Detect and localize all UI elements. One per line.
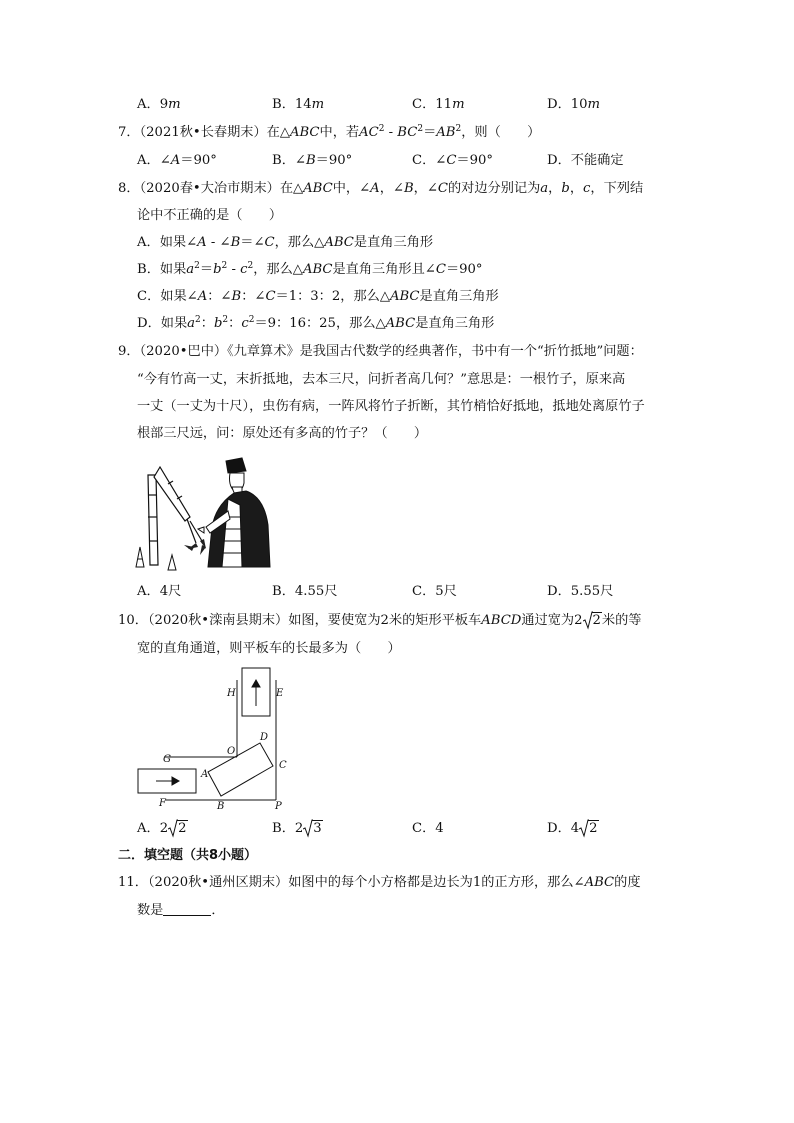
q6-option-b: B．14m: [272, 97, 325, 112]
q8-stem-line1: 8．（2020春•大冶市期末）在△ABC中，∠A，∠B，∠C的对边分别记为a，b，c，下列结: [118, 181, 644, 196]
label-h: H: [227, 688, 236, 699]
q8-option-d: D．如果$a^2$：$b^2$：$c^2=9$：16：25，那么△ABC是直角三角形: [137, 315, 495, 331]
q9-stem-line4: 根部三尺远，问：原处还有多高的竹子？（ ）: [137, 426, 428, 441]
q9-option-b: B．4.55尺: [272, 584, 338, 599]
label-o: O: [227, 746, 236, 757]
label-a: A: [201, 769, 209, 780]
q10-corridor-figure: [130, 660, 300, 812]
q9-option-c: C．5尺: [412, 584, 457, 599]
q10-option-a: A．2 2: [137, 821, 187, 836]
q8-option-b: B．如果$a^2=b^2 - c^2$，那么△ABC是直角三角形且∠C＝90°: [137, 261, 483, 277]
q9-stem-line3: 一丈（一丈为十尺），虫伤有病，一阵风将竹子折断，其竹梢恰好抵地，抵地处离原竹子: [137, 399, 645, 414]
q10-stem-line1: 10．（2020秋•滦南县期末）如图，要使宽为2米的矩形平板车ABCD通过宽为2 2米的等: [118, 613, 642, 628]
q7-option-b: B．∠B＝90°: [272, 153, 353, 168]
label-d: D: [260, 732, 269, 743]
label-c: C: [279, 760, 287, 771]
q6-option-a: A．9m: [137, 97, 181, 112]
q10-option-d: D．4 2: [547, 821, 598, 836]
q9-stem-line2: “今有竹高一丈，末折抵地，去本三尺，问折者高几何？”意思是：一根竹子，原来高: [137, 372, 626, 387]
q11-stem-line2: 数是 ．: [137, 903, 225, 918]
q11-stem-line1: 11．（2020秋•通州区期末）如图中的每个小方格都是边长为1的正方形，那么∠ABC的度: [118, 875, 641, 890]
q10-sqrt: 2: [583, 612, 602, 630]
section-heading-fill-in: 二．填空题（共8小题）: [118, 848, 258, 863]
label-e: E: [276, 688, 284, 699]
label-b: B: [217, 801, 225, 812]
q8-option-a: A．如果∠A - ∠B＝∠C，那么△ABC是直角三角形: [137, 235, 434, 250]
label-g: G: [163, 754, 171, 765]
q6-option-d: D．10m: [547, 97, 601, 112]
q6-option-c: C．11m: [412, 97, 465, 112]
q7-option-a: A．∠A＝90°: [137, 153, 217, 168]
q8-stem-line2: 论中不正确的是（ ）: [137, 208, 283, 223]
q8-option-c: C．如果∠A：∠B：∠C＝1：3：2，那么△ABC是直角三角形: [137, 289, 499, 304]
q9-option-d: D．5.55尺: [547, 584, 614, 599]
q11-answer-blank[interactable]: [163, 903, 211, 916]
q7-stem: 7．（2021秋•长春期末）在△ABC中，若$AC^2 - BC^2=AB^2$，则（ ）: [118, 124, 541, 140]
q9-option-a: A．4尺: [137, 584, 182, 599]
label-p: P: [275, 801, 282, 812]
q9-stem-line1: 9．（2020•巴中）《九章算术》是我国古代数学的经典著作，书中有一个“折竹抵地”问题：: [118, 344, 643, 359]
q7-option-d: D．不能确定: [547, 153, 624, 168]
q10-option-c: C．4: [412, 821, 444, 836]
q7-option-c: C．∠C＝90°: [412, 153, 493, 168]
q9-bamboo-illustration: [130, 455, 275, 575]
q10-option-b: B．2 3: [272, 821, 322, 836]
label-f: F: [159, 798, 166, 809]
q10-stem-line2: 宽的直角通道，则平板车的长最多为（ ）: [137, 641, 401, 656]
